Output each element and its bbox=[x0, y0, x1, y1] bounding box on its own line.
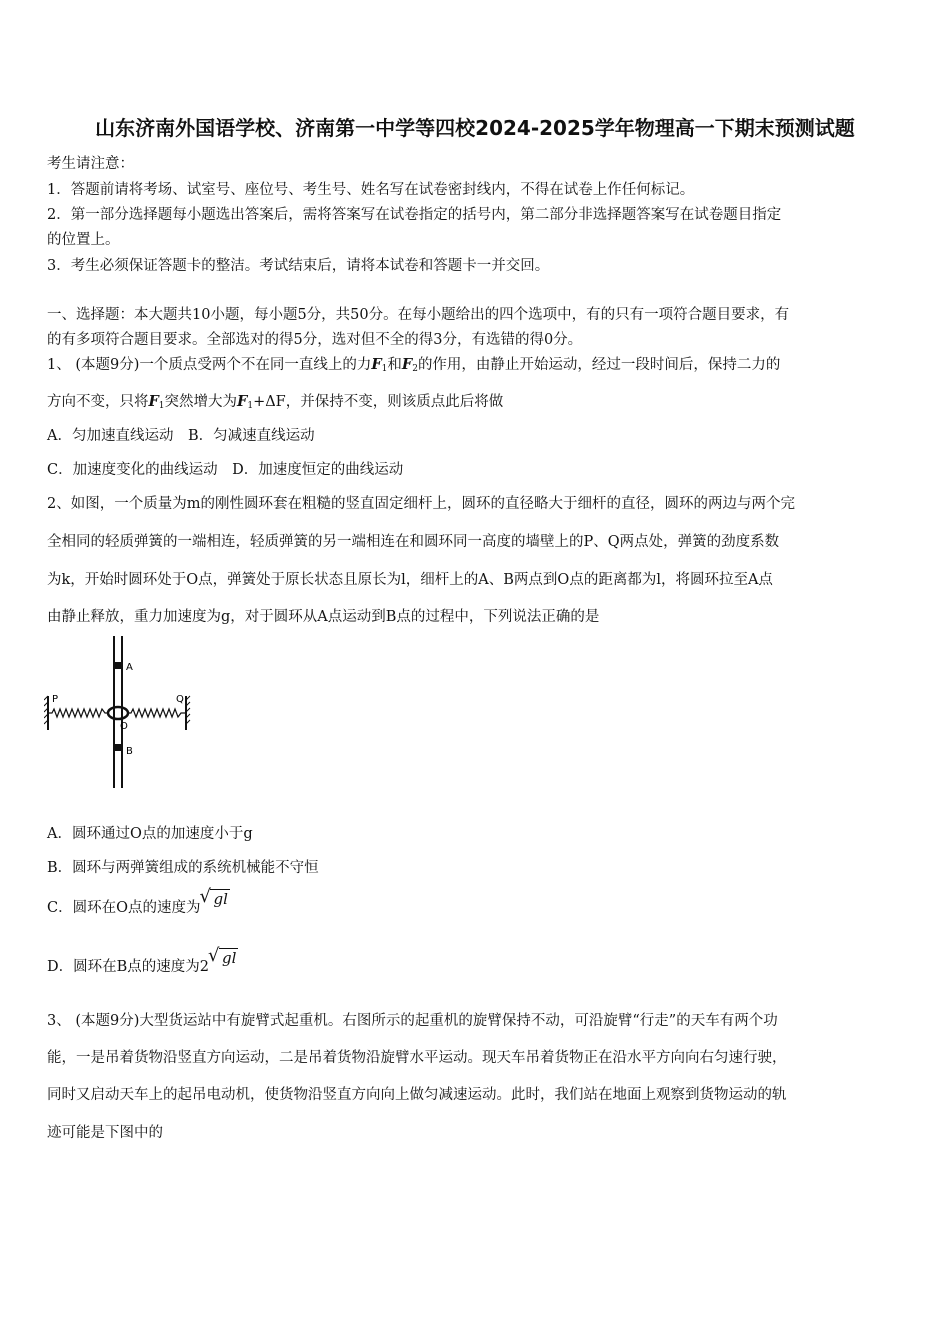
subscript: 1 bbox=[381, 364, 388, 374]
q2-stem: 由静止释放，重力加速度为g，对于圆环从A点运动到B点的过程中，下列说法正确的是 bbox=[47, 609, 600, 625]
q1-text: 的作用，由静止开始运动，经过一段时间后，保持二力的 bbox=[417, 357, 781, 373]
q2-option-b: B．圆环与两弹簧组成的系统机械能不守恒 bbox=[47, 860, 319, 876]
q1-text: 突然增大为 bbox=[164, 394, 238, 410]
notice-item: 3．考生必须保证答题卡的整洁。考试结束后，请将本试卷和答题卡一并交回。 bbox=[47, 258, 550, 274]
q3-stem: 能，一是吊着货物沿竖直方向运动，二是吊着货物沿旋臂水平运动。现天车吊着货物正在沿水平方向向右匀速行驶， bbox=[47, 1050, 787, 1066]
q1-text: ，并保持不变，则该质点此后将做 bbox=[285, 394, 504, 410]
spring-right bbox=[128, 709, 186, 717]
force-symbol: F bbox=[401, 356, 413, 373]
q2-stem: 为k，开始时圆环处于O点，弹簧处于原长状态且原长为l，细杆上的A、B两点到O点的距离都为l，将圆环拉至A点 bbox=[47, 572, 773, 588]
sqrt-gl: √ gl bbox=[210, 889, 229, 908]
point-a-mark bbox=[115, 662, 121, 669]
notice-item: 的位置上。 bbox=[47, 232, 120, 248]
q2-stem: 2、如图，一个质量为m的刚性圆环套在粗糙的竖直固定细杆上，圆环的直径略大于细杆的直径，圆环的两边与两个完 bbox=[47, 496, 795, 512]
q2-option-a: A．圆环通过O点的加速度小于g bbox=[47, 826, 253, 842]
q1-options-ab: A．匀加速直线运动 B．匀减速直线运动 bbox=[47, 428, 315, 444]
q3-stem: 迹可能是下图中的 bbox=[47, 1125, 163, 1141]
q2-option-c bbox=[47, 890, 907, 917]
sqrt-gl: √ gl bbox=[219, 948, 238, 967]
force-symbol: F bbox=[237, 393, 248, 410]
q2-stem: 全相同的轻质弹簧的一端相连，轻质弹簧的另一端相连在和圆环同一高度的墙壁上的P、Q两点处，弹簧的劲度系数 bbox=[47, 534, 780, 550]
force-symbol: F bbox=[371, 356, 382, 373]
section-intro: 的有多项符合题目要求。全部选对的得5分，选对但不全的得3分，有选错的得0分。 bbox=[47, 332, 583, 348]
label-p: P bbox=[52, 694, 59, 705]
q3-stem: 同时又启动天车上的起吊电动机，使货物沿竖直方向向上做匀减速运动。此时，我们站在地面上观察到货物运动的轨 bbox=[47, 1087, 787, 1103]
notice-item: 1．答题前请将考场、试室号、座位号、考生号、姓名写在试卷密封线内，不得在试卷上作任何标记。 bbox=[47, 182, 695, 198]
label-a: A bbox=[126, 662, 133, 673]
label-b: B bbox=[126, 746, 133, 757]
q2-option-d bbox=[47, 949, 907, 976]
label-q: Q bbox=[176, 694, 184, 705]
force-symbol: F bbox=[148, 393, 159, 410]
q1-text: 1、 (本题9分)一个质点受两个不在同一直线上的力 bbox=[47, 357, 372, 373]
subscript: 2 bbox=[412, 364, 418, 374]
q1-text: 方向不变，只将 bbox=[47, 394, 149, 410]
option-text: D．圆环在B点的速度为2 bbox=[47, 959, 210, 975]
notice-heading: 考生请注意： bbox=[47, 156, 134, 172]
ring bbox=[108, 707, 128, 719]
ring-spring-figure bbox=[44, 636, 194, 791]
page-title: 山东济南外国语学校、济南第一中学等四校2024-2025学年物理高一下期末预测试题 bbox=[95, 116, 855, 140]
option-text: C．圆环在O点的速度为 bbox=[47, 900, 201, 916]
section-intro: 一、选择题：本大题共10小题，每小题5分，共50分。在每小题给出的四个选项中，有的只有一项符合题目要求，有 bbox=[47, 307, 790, 323]
point-b-mark bbox=[115, 744, 121, 751]
notice-item: 2．第一部分选择题每小题选出答案后，需将答案写在试卷指定的括号内，第二部分非选择题答案写在试卷题目指定 bbox=[47, 207, 782, 223]
subscript: 1 bbox=[158, 401, 165, 411]
spring-left bbox=[48, 709, 108, 717]
q3-stem: 3、 (本题9分)大型货运站中有旋臂式起重机。右图所示的起重机的旋臂保持不动，可沿旋臂“行走”的天车有两个功 bbox=[47, 1013, 778, 1029]
subscript: 1 bbox=[247, 401, 254, 411]
q1-text: +ΔF bbox=[253, 394, 286, 410]
q1-options-cd: C．加速度变化的曲线运动 D．加速度恒定的曲线运动 bbox=[47, 462, 404, 478]
q1-stem bbox=[47, 353, 907, 374]
label-o: O bbox=[120, 721, 128, 732]
q1-stem bbox=[47, 390, 907, 411]
q1-text: 和 bbox=[387, 357, 402, 373]
